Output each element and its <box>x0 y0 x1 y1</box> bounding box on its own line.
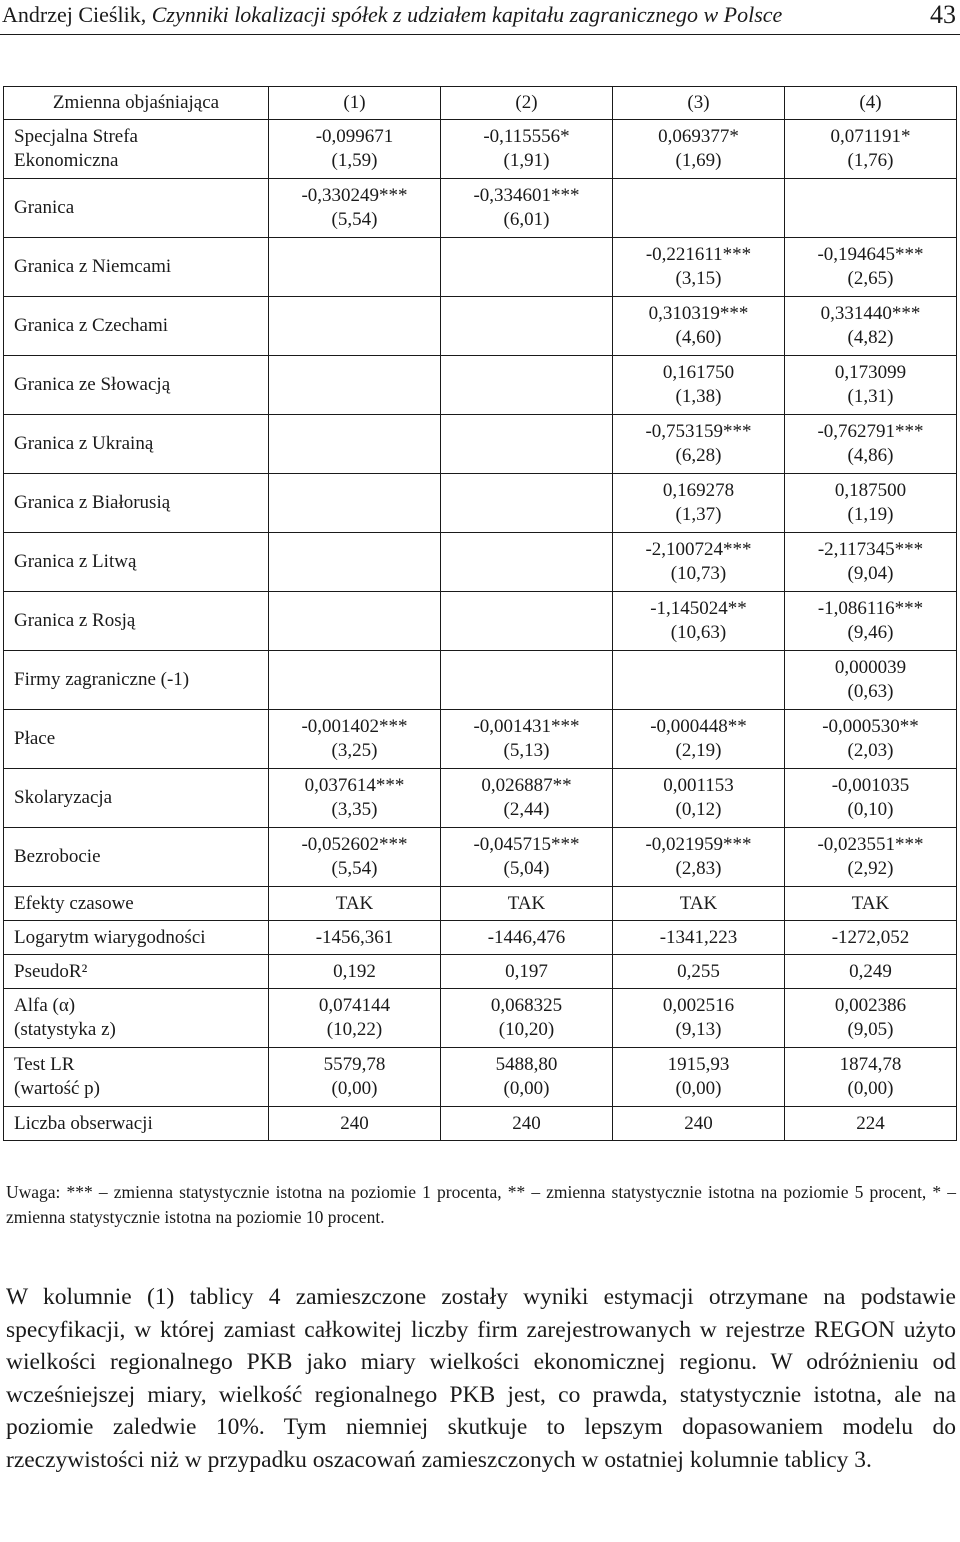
table-cell <box>441 1107 613 1141</box>
table-row <box>4 1107 957 1141</box>
coefficient-value: -2,100724*** <box>645 539 752 560</box>
header-title: Czynniki lokalizacji spółek z udziałem kapitału zagranicznego w Polsce <box>151 2 783 27</box>
table-cell <box>441 415 613 474</box>
coefficient-value: 240 <box>340 1112 369 1134</box>
coefficient-value: -1,086116*** <box>817 598 924 619</box>
coefficient-value: 0,331440*** <box>820 303 921 324</box>
table-cell <box>269 921 441 955</box>
coefficient-value: 240 <box>684 1112 713 1134</box>
coefficient-value: 0,001153 <box>663 775 734 796</box>
table-cell <box>613 1048 785 1107</box>
table-row <box>4 592 957 651</box>
coefficient-value: 1874,78 <box>839 1054 902 1075</box>
coefficient-value: -1272,052 <box>831 926 910 948</box>
table-header-row <box>4 87 957 120</box>
coefficient-value: -0,045715*** <box>473 834 580 855</box>
row-label <box>4 710 269 769</box>
table-cell <box>269 179 441 238</box>
coefficient-value: 0,169278 <box>662 480 735 501</box>
coefficient-value: 224 <box>856 1112 885 1134</box>
table-cell <box>613 474 785 533</box>
table-cell <box>785 592 957 651</box>
row-label <box>4 415 269 474</box>
table-cell <box>785 120 957 179</box>
table-cell <box>785 356 957 415</box>
table-cell <box>269 120 441 179</box>
statistic-value: (0,63) <box>847 681 894 702</box>
row-label-line: Granica ze Słowacją <box>14 374 171 395</box>
table-row <box>4 955 957 989</box>
coefficient-value: -0,001035 <box>831 775 910 796</box>
row-label-line: Test LR <box>14 1054 75 1075</box>
coefficient-value: 0,249 <box>849 960 892 982</box>
coefficient-value: 5488,80 <box>495 1054 558 1075</box>
coefficient-value: 240 <box>512 1112 541 1134</box>
coefficient-value: -0,001431*** <box>473 716 580 737</box>
row-label <box>4 887 269 921</box>
statistic-value: (0,00) <box>847 1078 894 1099</box>
table-cell <box>613 1107 785 1141</box>
table-cell <box>441 179 613 238</box>
row-label-line: Granica z Czechami <box>14 315 169 336</box>
table-cell <box>785 533 957 592</box>
table-cell <box>441 921 613 955</box>
row-label <box>4 651 269 710</box>
table-row <box>4 710 957 769</box>
coefficient-value: TAK <box>335 892 374 914</box>
coefficient-value: -1341,223 <box>659 926 738 948</box>
row-label-line: Granica <box>14 197 75 218</box>
coefficient-value: 0,255 <box>677 960 720 982</box>
coefficient-value: -0,021959*** <box>645 834 752 855</box>
table-cell <box>269 887 441 921</box>
table-cell <box>441 533 613 592</box>
statistic-value: (9,13) <box>675 1019 722 1040</box>
statistic-value: (10,73) <box>670 563 727 584</box>
row-label <box>4 1048 269 1107</box>
coefficient-value: 0,002516 <box>662 995 735 1016</box>
coefficient-value: -0,023551*** <box>817 834 924 855</box>
row-label-line: (wartość p) <box>14 1078 100 1099</box>
table-cell <box>269 474 441 533</box>
table-cell <box>441 297 613 356</box>
row-label-line: PseudoR² <box>14 960 88 982</box>
coefficient-value: -0,000530** <box>822 716 919 737</box>
table-note: Uwaga: *** – zmienna statystycznie istotna na poziomie 1 procenta, ** – zmienna statystycznie istotna na poziomie 5 procent, * – zmienna statystycznie istotna na poziomie 10 procent. <box>6 1182 956 1227</box>
coefficient-value: 0,002386 <box>834 995 907 1016</box>
row-label <box>4 769 269 828</box>
row-label-line: Granica z Rosją <box>14 610 136 631</box>
statistic-value: (6,28) <box>675 445 722 466</box>
row-label-line: Firmy zagraniczne (-1) <box>14 669 190 690</box>
coefficient-value: -1,145024** <box>650 598 747 619</box>
table-cell <box>269 533 441 592</box>
table-cell <box>613 356 785 415</box>
table-cell <box>613 887 785 921</box>
row-label-line: Granica z Ukrainą <box>14 433 154 454</box>
statistic-value: (2,92) <box>847 858 894 879</box>
table-cell <box>269 1048 441 1107</box>
table-row <box>4 356 957 415</box>
row-label <box>4 297 269 356</box>
row-label <box>4 989 269 1048</box>
table-cell <box>613 651 785 710</box>
coefficient-value: 0,161750 <box>662 362 735 383</box>
coefficient-value: 0,037614*** <box>304 775 405 796</box>
table-cell <box>441 828 613 887</box>
table-cell <box>613 179 785 238</box>
row-label-line: Logarytm wiarygodności <box>14 926 206 948</box>
column-header-model: (1) <box>269 87 441 120</box>
table-cell <box>785 1048 957 1107</box>
statistic-value: (1,31) <box>847 386 894 407</box>
table-cell <box>269 297 441 356</box>
coefficient-value: TAK <box>679 892 718 914</box>
coefficient-value: -2,117345*** <box>817 539 924 560</box>
statistic-value: (0,00) <box>503 1078 550 1099</box>
table-cell <box>613 769 785 828</box>
row-label <box>4 474 269 533</box>
row-label-line: Alfa (α) <box>14 995 76 1016</box>
running-header <box>0 0 960 34</box>
coefficient-value: 5579,78 <box>323 1054 386 1075</box>
table-cell <box>269 710 441 769</box>
row-label-line: Bezrobocie <box>14 846 101 867</box>
page-number: 43 <box>930 0 956 29</box>
row-label-line: Specjalna Strefa <box>14 126 138 147</box>
statistic-value: (0,00) <box>675 1078 722 1099</box>
table-row <box>4 120 957 179</box>
statistic-value: (3,15) <box>675 268 722 289</box>
table-row <box>4 533 957 592</box>
coefficient-value: 0,173099 <box>834 362 907 383</box>
row-label <box>4 921 269 955</box>
row-label <box>4 592 269 651</box>
statistic-value: (3,35) <box>331 799 378 820</box>
table-cell <box>269 989 441 1048</box>
statistic-value: (1,76) <box>847 150 894 171</box>
coefficient-value: -0,052602*** <box>301 834 408 855</box>
statistic-value: (2,19) <box>675 740 722 761</box>
table-cell <box>441 238 613 297</box>
table-row <box>4 415 957 474</box>
table-cell <box>613 955 785 989</box>
statistic-value: (1,59) <box>331 150 378 171</box>
table-row <box>4 828 957 887</box>
table-cell <box>441 356 613 415</box>
row-label-line: Granica z Białorusią <box>14 492 171 513</box>
table-cell <box>785 887 957 921</box>
body-paragraph: W kolumnie (1) tablicy 4 zamieszczone zostały wyniki estymacji otrzymane na podstawie specyfikacji, w której zamiast całkowitej liczby firm zarejestrowanych w rejestrze REGON użyto wielkości regionalnego PKB jako miary wielkości ekonomicznej regionu. W odróżnieniu od wcześniejszej miary, wielkość regionalnego PKB jest, co prawda, statystycznie istotna, ale na poziomie zaledwie 10%. Tym niemniej skutkuje to lepszym dopasowaniem modelu do rzeczywistości niż w przypadku oszacowań zamieszczonych w ostatniej kolumnie tablicy 3. <box>6 1284 956 1473</box>
row-label-line: Efekty czasowe <box>14 892 134 914</box>
statistic-value: (4,86) <box>847 445 894 466</box>
statistic-value: (5,04) <box>503 858 550 879</box>
coefficient-value: -0,001402*** <box>301 716 408 737</box>
table-cell <box>785 769 957 828</box>
coefficient-value: -0,000448** <box>650 716 747 737</box>
table-row <box>4 1048 957 1107</box>
coefficient-value: 1915,93 <box>667 1054 730 1075</box>
table-cell <box>441 955 613 989</box>
table-cell <box>269 769 441 828</box>
table-cell <box>785 415 957 474</box>
table-cell <box>613 828 785 887</box>
statistic-value: (6,01) <box>503 209 550 230</box>
table-cell <box>269 828 441 887</box>
statistic-value: (0,12) <box>675 799 722 820</box>
table-cell <box>269 1107 441 1141</box>
table-cell <box>441 651 613 710</box>
table-cell <box>613 297 785 356</box>
table-cell <box>785 828 957 887</box>
table-cell <box>785 474 957 533</box>
table-cell <box>613 533 785 592</box>
statistic-value: (4,60) <box>675 327 722 348</box>
statistic-value: (5,54) <box>331 858 378 879</box>
coefficient-value: -1446,476 <box>487 926 566 948</box>
row-label <box>4 533 269 592</box>
table-cell <box>441 989 613 1048</box>
table-row <box>4 474 957 533</box>
table-cell <box>785 710 957 769</box>
table-cell <box>441 120 613 179</box>
statistic-value: (5,13) <box>503 740 550 761</box>
table-cell <box>269 955 441 989</box>
table-cell <box>613 710 785 769</box>
row-label-line: Skolaryzacja <box>14 787 113 808</box>
row-label-line: Granica z Litwą <box>14 551 137 572</box>
coefficient-value: TAK <box>507 892 546 914</box>
table-row <box>4 238 957 297</box>
table-cell <box>441 887 613 921</box>
statistic-value: (0,10) <box>847 799 894 820</box>
statistic-value: (0,00) <box>331 1078 378 1099</box>
table-cell <box>785 238 957 297</box>
table-cell <box>613 238 785 297</box>
table-cell <box>441 474 613 533</box>
table-cell <box>441 592 613 651</box>
statistic-value: (2,65) <box>847 268 894 289</box>
coefficient-value: -0,334601*** <box>473 185 580 206</box>
table-cell <box>785 179 957 238</box>
statistic-value: (2,83) <box>675 858 722 879</box>
coefficient-value: 0,192 <box>333 960 376 982</box>
statistic-value: (10,63) <box>670 622 727 643</box>
row-label-line: (statystyka z) <box>14 1019 116 1040</box>
row-label-line: Płace <box>14 728 56 749</box>
coefficient-value: 0,068325 <box>490 995 563 1016</box>
statistic-value: (1,37) <box>675 504 722 525</box>
table-cell <box>785 921 957 955</box>
header-rule <box>0 34 960 35</box>
row-label <box>4 955 269 989</box>
table-cell <box>441 769 613 828</box>
row-label <box>4 356 269 415</box>
coefficient-value: -0,221611*** <box>645 244 752 265</box>
coefficient-value: -0,330249*** <box>301 185 408 206</box>
table-cell <box>269 238 441 297</box>
coefficient-value: -0,753159*** <box>645 421 752 442</box>
statistic-value: (10,20) <box>498 1019 555 1040</box>
row-label <box>4 828 269 887</box>
statistic-value: (9,04) <box>847 563 894 584</box>
table-row <box>4 769 957 828</box>
table-cell <box>613 415 785 474</box>
table-cell <box>785 651 957 710</box>
coefficient-value: -0,194645*** <box>817 244 924 265</box>
statistic-value: (3,25) <box>331 740 378 761</box>
statistic-value: (1,38) <box>675 386 722 407</box>
coefficient-value: -0,762791*** <box>817 421 924 442</box>
table-row <box>4 989 957 1048</box>
row-label-line: Ekonomiczna <box>14 150 119 171</box>
header-author: Andrzej Cieślik, <box>2 2 147 27</box>
table-cell <box>441 1048 613 1107</box>
column-header-model: (3) <box>613 87 785 120</box>
statistic-value: (2,03) <box>847 740 894 761</box>
table-cell <box>785 989 957 1048</box>
row-label <box>4 238 269 297</box>
column-header-model: (4) <box>785 87 957 120</box>
coefficient-value: 0,026887** <box>481 775 572 796</box>
row-label-line: Liczba obserwacji <box>14 1112 153 1134</box>
row-label <box>4 120 269 179</box>
table-cell <box>269 356 441 415</box>
table-row <box>4 921 957 955</box>
table-cell <box>269 651 441 710</box>
statistic-value: (10,22) <box>326 1019 383 1040</box>
table-body <box>4 120 957 1141</box>
statistic-value: (2,44) <box>503 799 550 820</box>
table-cell <box>269 592 441 651</box>
table-cell <box>269 415 441 474</box>
column-header-variable: Zmienna objaśniająca <box>4 87 269 120</box>
statistic-value: (1,69) <box>675 150 722 171</box>
row-label <box>4 1107 269 1141</box>
column-header-model: (2) <box>441 87 613 120</box>
table-cell <box>613 120 785 179</box>
table-cell <box>613 989 785 1048</box>
statistic-value: (9,05) <box>847 1019 894 1040</box>
coefficient-value: 0,197 <box>505 960 548 982</box>
coefficient-value: 0,310319*** <box>648 303 749 324</box>
coefficient-value: 0,071191* <box>830 126 911 147</box>
table-cell <box>785 297 957 356</box>
table-row <box>4 297 957 356</box>
coefficient-value: 0,000039 <box>834 657 907 678</box>
statistic-value: (1,91) <box>503 150 550 171</box>
coefficient-value: -1456,361 <box>315 926 394 948</box>
coefficient-value: 0,069377* <box>658 126 739 147</box>
statistic-value: (5,54) <box>331 209 378 230</box>
table-row <box>4 179 957 238</box>
row-label <box>4 179 269 238</box>
table-row <box>4 651 957 710</box>
row-label-line: Granica z Niemcami <box>14 256 172 277</box>
coefficient-value: 0,074144 <box>318 995 391 1016</box>
coefficient-value: 0,187500 <box>834 480 907 501</box>
coefficient-value: TAK <box>851 892 890 914</box>
table-cell <box>613 921 785 955</box>
statistic-value: (4,82) <box>847 327 894 348</box>
coefficient-value: -0,099671 <box>315 126 394 147</box>
table-cell <box>785 955 957 989</box>
table-cell <box>613 592 785 651</box>
coefficient-value: -0,115556* <box>483 126 570 147</box>
statistic-value: (1,19) <box>847 504 894 525</box>
table-cell <box>785 1107 957 1141</box>
table-row <box>4 887 957 921</box>
table-cell <box>441 710 613 769</box>
statistic-value: (9,46) <box>847 622 894 643</box>
regression-table <box>3 86 957 1141</box>
